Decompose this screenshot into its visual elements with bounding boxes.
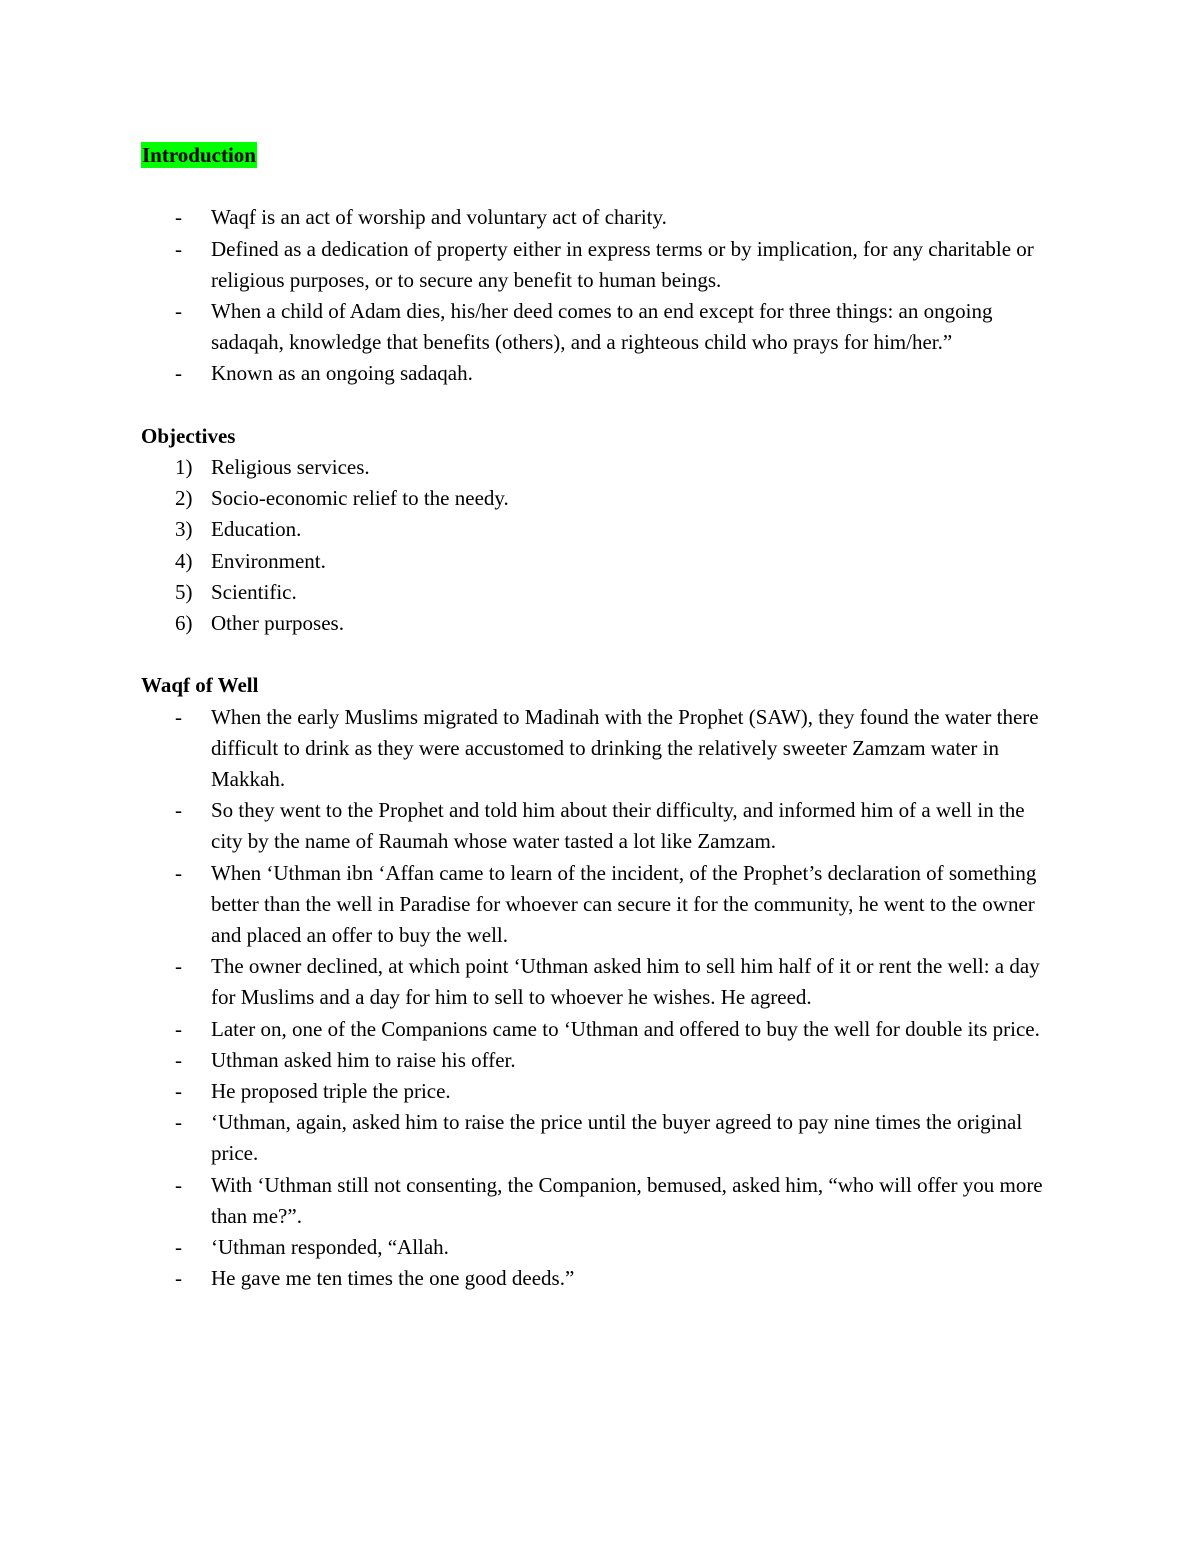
list-item	[141, 1076, 1061, 1107]
bullet-list	[141, 702, 1061, 1295]
list-item-text: Environment.	[211, 548, 326, 573]
document-body	[141, 140, 1061, 1294]
list-item-text: Uthman asked him to raise his offer.	[211, 1047, 516, 1072]
list-item-text: Religious services.	[211, 454, 370, 479]
list-item	[141, 1107, 1061, 1169]
number-marker: 4)	[175, 548, 193, 573]
dash-marker: -	[175, 704, 182, 729]
dash-marker: -	[175, 1172, 182, 1197]
dash-marker: -	[175, 236, 182, 261]
dash-marker: -	[175, 1016, 182, 1041]
dash-marker: -	[175, 361, 182, 386]
list-item	[141, 608, 1061, 639]
list-item	[141, 702, 1061, 796]
highlighted-heading-text: Introduction	[142, 143, 256, 167]
dash-marker: -	[175, 1079, 182, 1103]
list-item	[141, 795, 1061, 857]
dash-marker: -	[175, 1266, 182, 1291]
list-item-text: ‘Uthman responded, “Allah.	[211, 1235, 449, 1260]
dash-marker: -	[175, 205, 182, 230]
list-item-text: Scientific.	[211, 579, 297, 604]
number-marker: 5)	[175, 579, 193, 604]
list-item	[141, 1170, 1061, 1232]
list-item	[141, 1045, 1061, 1076]
list-item	[141, 358, 1061, 389]
list-item	[141, 483, 1061, 514]
dash-marker: -	[175, 298, 182, 323]
list-item	[141, 1232, 1061, 1263]
list-item	[141, 1263, 1061, 1294]
list-item	[141, 452, 1061, 483]
dash-marker: -	[175, 954, 182, 979]
list-item-text: Education.	[211, 517, 302, 542]
section-heading: Objectives	[141, 423, 236, 448]
list-item	[141, 234, 1061, 296]
section-objectives	[141, 421, 1061, 639]
number-marker: 6)	[175, 610, 193, 635]
list-item-text: Other purposes.	[211, 610, 344, 635]
list-item-text: Later on, one of the Companions came to ‘Uthman and offered to buy the well for double its price.	[211, 1016, 1040, 1041]
list-item-text: He gave me ten times the one good deeds.”	[211, 1266, 575, 1291]
bullet-list	[141, 202, 1061, 389]
dash-marker: -	[175, 798, 182, 823]
list-item	[141, 858, 1061, 952]
list-item	[141, 202, 1061, 233]
dash-marker: -	[175, 860, 182, 885]
list-item-text: When ‘Uthman ibn ‘Affan came to learn of the incident, of the Prophet’s declaration of something better than the well in Paradise for whoever can secure it for the community, he went to the owner and placed an offer to buy the well.	[211, 860, 1037, 947]
number-marker: 2)	[175, 486, 193, 511]
list-item-text: When the early Muslims migrated to Madinah with the Prophet (SAW), they found the water there difficult to drink as they were accustomed to drinking the relatively sweeter Zamzam water in Makkah.	[211, 704, 1039, 791]
list-item-text: When a child of Adam dies, his/her deed comes to an end except for three things: an ongoing sadaqah, knowledge that benefits (others), and a righteous child who prays for him/her.”	[211, 298, 993, 355]
list-item	[141, 546, 1061, 577]
list-item-text: He proposed triple the price.	[211, 1079, 451, 1103]
number-marker: 3)	[175, 517, 193, 542]
section-heading	[141, 140, 1061, 171]
list-item-text: ‘Uthman, again, asked him to raise the price until the buyer agreed to pay nine times the original price.	[211, 1110, 1023, 1166]
list-item-text: Defined as a dedication of property either in express terms or by implication, for any charitable or religious purposes, or to secure any benefit to human beings.	[211, 236, 1034, 292]
dash-marker: -	[175, 1110, 182, 1135]
section-introduction	[141, 140, 1061, 390]
list-item-text: So they went to the Prophet and told him about their difficulty, and informed him of a well in the city by the name of Raumah whose water tasted a lot like Zamzam.	[211, 798, 1025, 854]
list-item-text: With ‘Uthman still not consenting, the Companion, bemused, asked him, “who will offer you more than me?”.	[211, 1172, 1043, 1228]
list-item	[141, 577, 1061, 608]
list-item	[141, 514, 1061, 545]
dash-marker: -	[175, 1235, 182, 1260]
list-item-text: Socio-economic relief to the needy.	[211, 486, 509, 511]
number-marker: 1)	[175, 454, 193, 479]
list-item-text: Known as an ongoing sadaqah.	[211, 361, 473, 386]
section-heading: Waqf of Well	[141, 673, 259, 698]
numbered-list	[141, 452, 1061, 639]
list-item	[141, 1014, 1061, 1045]
list-item-text: The owner declined, at which point ‘Uthman asked him to sell him half of it or rent the well: a day for Muslims and a day for him to sell to whoever he wishes. He agreed.	[211, 954, 1040, 1010]
list-item-text: Waqf is an act of worship and voluntary act of charity.	[211, 205, 667, 230]
list-item	[141, 951, 1061, 1013]
section-waqf-of-well	[141, 670, 1061, 1294]
list-item	[141, 296, 1061, 358]
dash-marker: -	[175, 1047, 182, 1072]
